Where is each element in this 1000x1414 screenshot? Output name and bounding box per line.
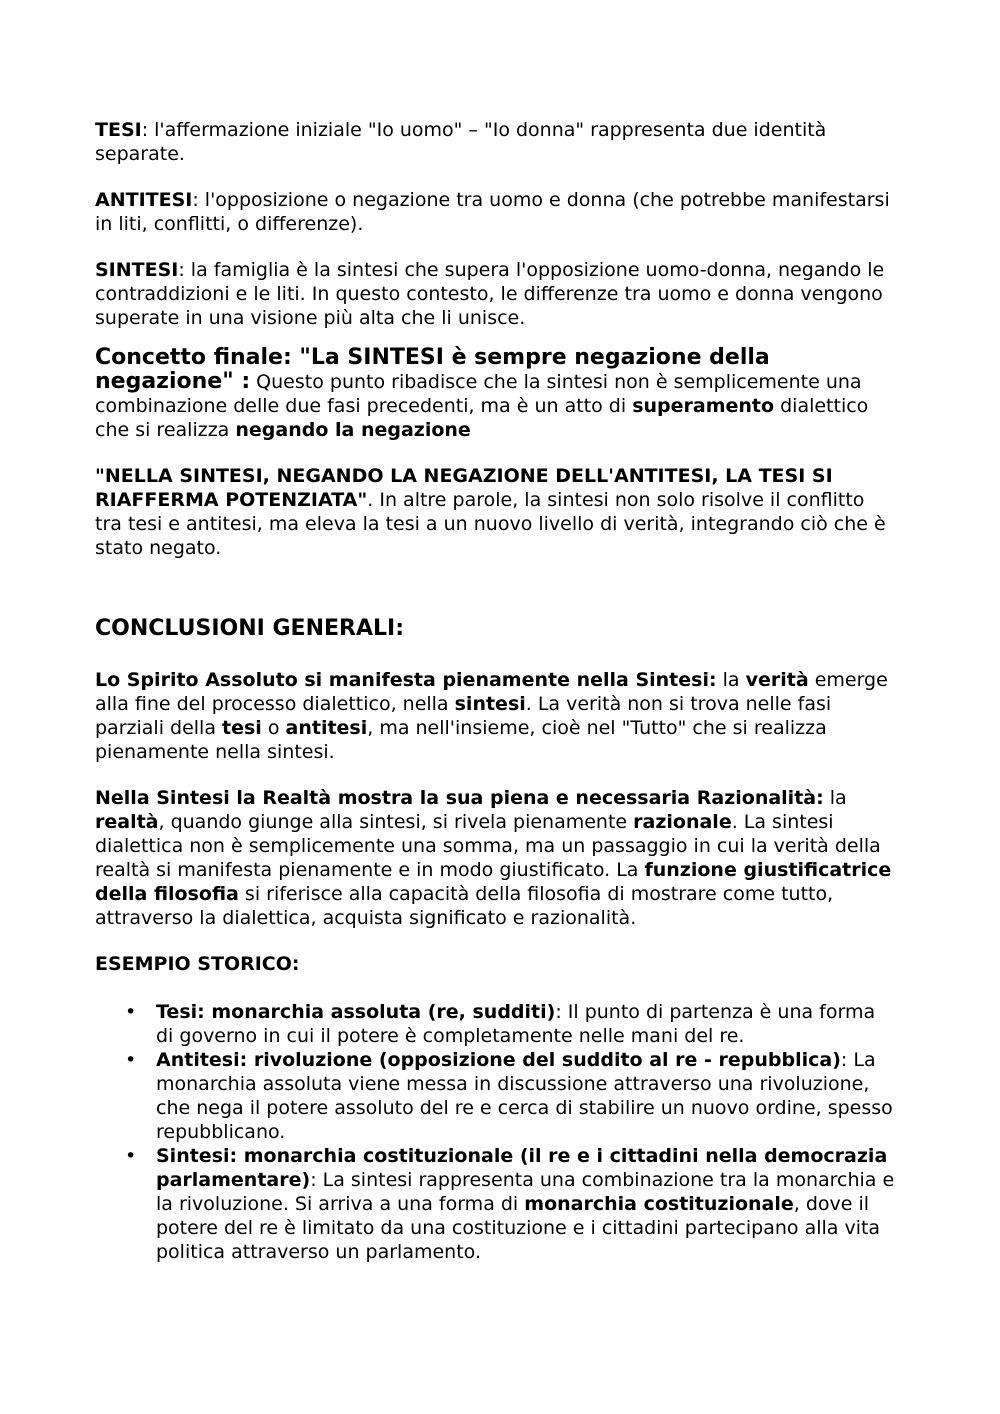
concetto-bold-1: superamento (632, 395, 775, 417)
esempio-title-text: ESEMPIO STORICO: (95, 953, 300, 975)
list-item (95, 1144, 895, 1264)
tesi-paragraph (95, 118, 895, 166)
list-item (95, 1048, 895, 1144)
tesi-text: : l'affermazione iniziale "Io uomo" – "Io donna" rappresenta due identità separate. (95, 119, 827, 165)
conclusioni-p1-bold: tesi (222, 717, 262, 739)
sintesi-text: : la famiglia è la sintesi che supera l'opposizione uomo-donna, negando le contraddizioni e le liti. In questo contesto, le differenze tra uomo e donna vengono superate in una visione più alta che li unisce. (95, 259, 885, 329)
esempio-title (95, 952, 895, 976)
conclusioni-paragraph-2 (95, 786, 895, 930)
list-item-bold: monarchia costituzionale (524, 1193, 794, 1215)
list-item-bold: Tesi: monarchia assoluta (re, sudditi) (156, 1001, 556, 1023)
conclusioni-p1-text: o (261, 717, 286, 739)
list-item-text: : La monarchia assoluta viene messa in discussione attraverso una rivoluzione, che nega il potere assoluto del re e cerca di stabilire un nuovo ordine, spesso repubblicano. (156, 1049, 893, 1143)
conclusioni-p2-lead: Nella Sintesi la Realtà mostra la sua piena e necessaria Razionalità: (95, 787, 824, 809)
conclusioni-title: CONCLUSIONI GENERALI: (95, 616, 404, 641)
conclusioni-p1-text: , ma nell'insieme, cioè nel "Tutto" che si realizza pienamente nella sintesi. (95, 717, 827, 763)
conclusioni-p1-bold: antitesi (285, 717, 368, 739)
list-item-bold: Sintesi: monarchia costituzionale (il re e i cittadini nella democrazia parlamentare) (156, 1145, 888, 1191)
bullet-icon: • (125, 1049, 137, 1071)
bullet-icon: • (125, 1001, 137, 1023)
concetto-text-1: Questo punto ribadisce che la sintesi non è semplicemente una combinazione delle due fasi precedenti, ma è un atto di (95, 371, 862, 417)
sintesi-label: SINTESI (95, 259, 179, 281)
conclusioni-p1-lead: Lo Spirito Assoluto si manifesta pienamente nella Sintesi: (95, 669, 717, 691)
quote-paragraph (95, 464, 895, 560)
list-item-text: , dove il potere del re è limitato da una costituzione e i cittadini partecipano alla vita politica attraverso un parlamento. (156, 1193, 881, 1263)
tesi-label: TESI (95, 119, 142, 141)
esempio-list (95, 1000, 895, 1264)
list-item-text: : Il punto di partenza è una forma di governo in cui il potere è completamente nelle mani del re. (156, 1001, 876, 1047)
list-item (95, 1000, 895, 1048)
bullet-icon: • (125, 1145, 137, 1167)
conclusioni-p1-text: emerge alla fine del processo dialettico, nella (95, 669, 888, 715)
antitesi-text: : l'opposizione o negazione tra uomo e donna (che potrebbe manifestarsi in liti, conflitti, o differenze). (95, 189, 890, 235)
sintesi-paragraph (95, 258, 895, 330)
conclusioni-p1-bold: verità (745, 669, 809, 691)
conclusioni-paragraph-1 (95, 668, 895, 764)
concetto-bold-2: negando la negazione (235, 419, 471, 441)
document-page (95, 118, 895, 1264)
conclusioni-p2-text: la (823, 787, 847, 809)
concetto-finale-heading: Concetto finale: "La SINTESI è sempre negazione della negazione" : (95, 345, 770, 394)
conclusioni-p2-text: . La sintesi dialettica non è semplicemente una somma, ma un passaggio in cui la verità della realtà si manifesta pienamente e in modo giustificato. La (95, 811, 881, 881)
concetto-text-2: dialettico che si realizza (95, 395, 869, 441)
conclusioni-p2-text: si riferisce alla capacità della filosofia di mostrare come tutto, attraverso la dialettica, acquista significato e razionalità. (95, 883, 834, 929)
conclusioni-p1-bold: sintesi (454, 693, 526, 715)
conclusioni-p2-text: , quando giunge alla sintesi, si rivela pienamente (158, 811, 634, 833)
conclusioni-p1-text: . La verità non si trova nelle fasi parziali della (95, 693, 832, 739)
concetto-finale-paragraph (95, 346, 895, 442)
list-item-text: : La sintesi rappresenta una combinazione tra la monarchia e la rivoluzione. Si arriva a una forma di (156, 1169, 895, 1215)
antitesi-paragraph (95, 188, 895, 236)
quote-text: . In altre parole, la sintesi non solo risolve il conflitto tra tesi e antitesi, ma eleva la tesi a un nuovo livello di verità, integrando ciò che è stato negato. (95, 489, 886, 559)
antitesi-label: ANTITESI (95, 189, 193, 211)
list-item-bold: Antitesi: rivoluzione (opposizione del suddito al re - repubblica) (156, 1049, 841, 1071)
conclusioni-p2-bold: razionale (633, 811, 732, 833)
conclusioni-p2-bold: funzione giustificatrice della filosofia (95, 859, 892, 905)
quote-bold: "NELLA SINTESI, NEGANDO LA NEGAZIONE DELL'ANTITESI, LA TESI SI RIAFFERMA POTENZIATA" (95, 465, 833, 511)
conclusioni-p2-bold: realtà (95, 811, 159, 833)
conclusioni-p1-text: la (716, 669, 746, 691)
